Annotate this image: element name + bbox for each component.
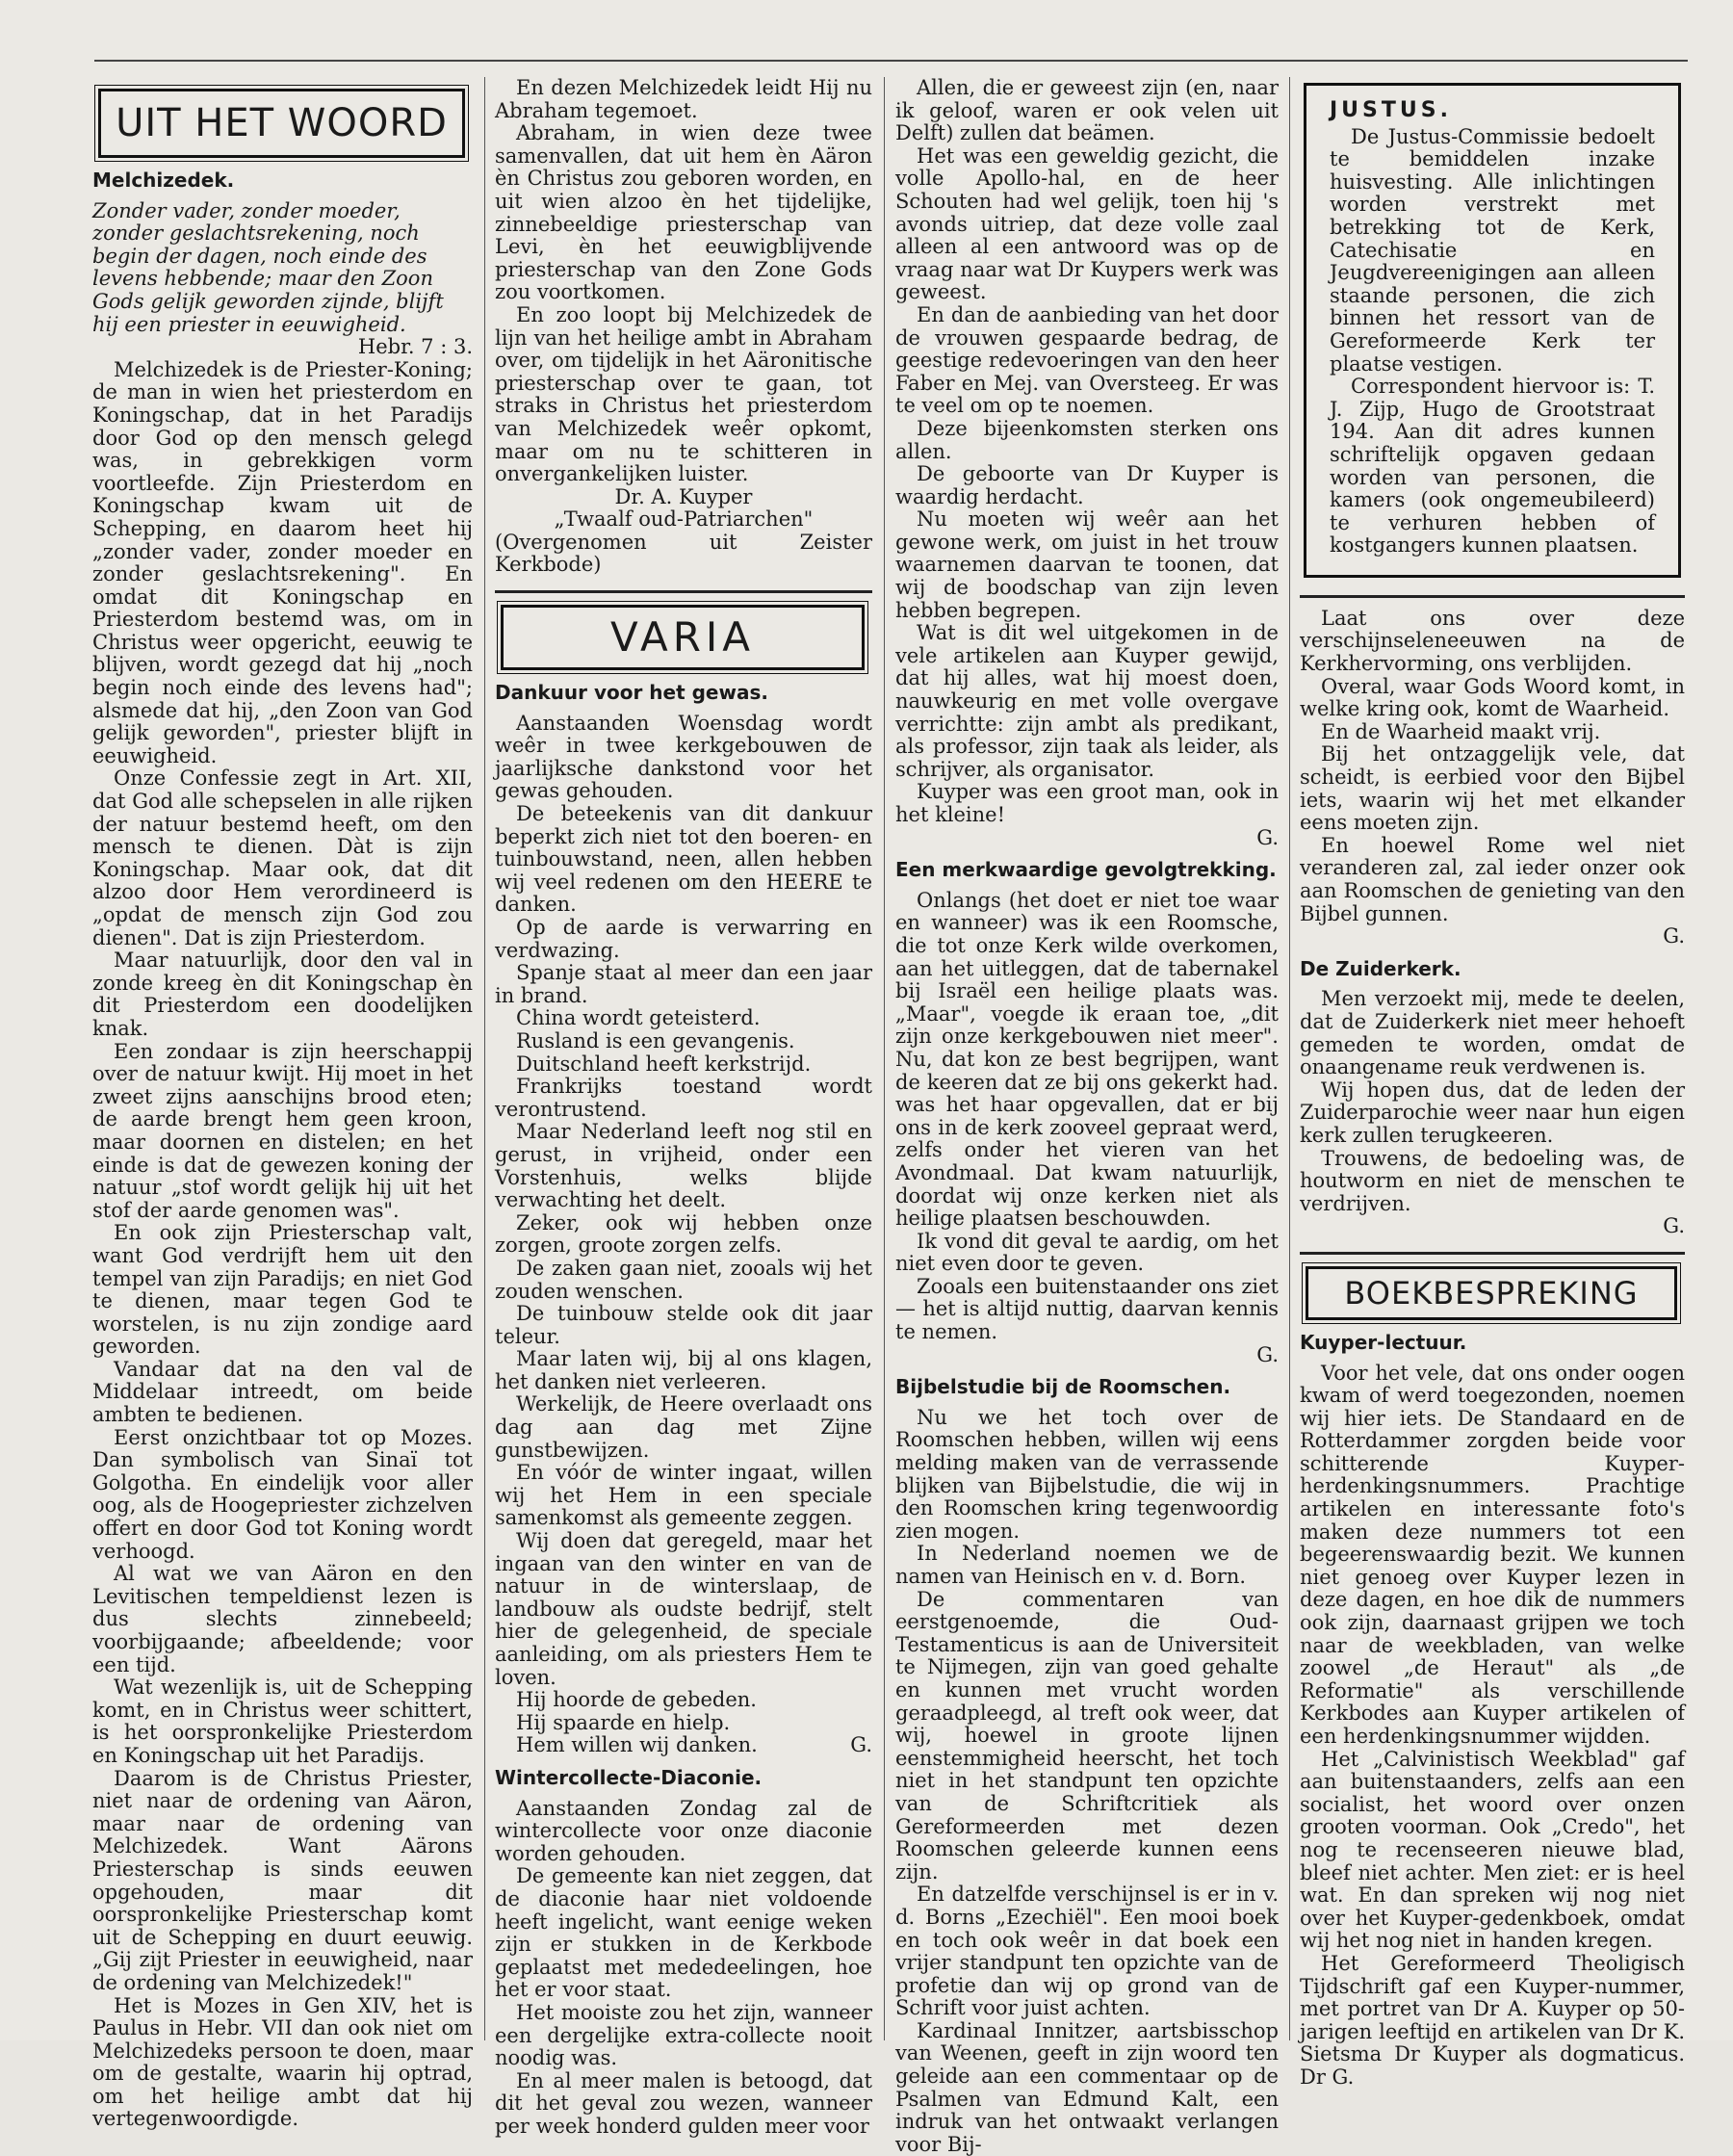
paragraph: Abraham, in wien deze twee samenvallen, dat uit hem èn Aäron èn Christus zou geboren worden, en uit wien alzoo èn het tijdelijke, zinnebeeldige priesterschap van Levi, èn het eeuwigblijvende priesterschap van den Zone Gods zou voortkomen. xyxy=(495,121,872,304)
paragraph: Duitschland heeft kerkstrijd. xyxy=(516,1052,812,1076)
column-separator xyxy=(1289,77,1290,2040)
paragraph: Zooals een buitenstaander ons ziet — het is altijd nuttig, daarvan kennis te nemen. xyxy=(895,1274,1279,1344)
column-1 xyxy=(92,77,473,2131)
article-body-continued xyxy=(495,77,872,486)
paragraph: Melchizedek is de Priester-Koning; de man in wien het priesterdom en Koningschap, dat in het Paradijs door God op den mensch gelegd was, in gebrekkigen vorm voortleefde. Zijn Priesterdom en Koningschap kwam uit de Schepping, en daarom heet hij „zonder vader, zonder moeder en zonder geslachtsrekening". En omdat dit Koningschap en Priesterdom bestemd was, om in Christus weer opgericht, eeuwig te blijven, wordt gezegd dat hij „noch begin noch einde des levens had"; alsmede dat hij, „den Zoon van God gelijk geworden", priester blijft in eeuwigheid. xyxy=(92,357,473,767)
paragraph: China wordt geteisterd. xyxy=(516,1006,761,1030)
article-title: Wintercollecte-Diaconie. xyxy=(495,1765,763,1789)
paragraph: En vóór de winter ingaat, willen wij het Hem in een speciale samenkomst als gemeente zeggen. xyxy=(495,1461,872,1530)
paragraph: Kuyper was een groot man, ook in het kleine! xyxy=(895,780,1279,826)
verse-line: Hij spaarde en hielp. xyxy=(516,1710,731,1734)
paragraph: En ook zijn Priesterschap valt, want God verdrijft hem uit den tempel van zijn Paradijs; en niet God te dienen, maar tegen God te worstelen, is nu zijn zondige aard geworden. xyxy=(92,1221,473,1359)
article-body xyxy=(1300,988,1685,1215)
article-body xyxy=(895,77,1279,827)
divider xyxy=(1300,1252,1685,1255)
paragraph: Het is Mozes in Gen XIV, het is Paulus in Hebr. VII dan ook niet om Melchizedeks persoon te doen, maar om de gestalte, waarin hij optrad, om het heilige ambt dat hij vertegenwoordigde. xyxy=(92,1993,473,2131)
paragraph: Frankrijks toestand wordt verontrustend. xyxy=(495,1075,872,1121)
verse-text: Hem willen wij danken. xyxy=(516,1733,758,1757)
paragraph: Wij doen dat geregeld, maar het ingaan van den winter en van de natuur in de winterslaap, de landbouw als oudste bedrijf, stelt hier de gelegenheid, de speciale aanleiding, om als priesters Hem te loven. xyxy=(495,1529,872,1689)
paragraph: Allen, die er geweest zijn (en, naar ik geloof, waren er ook velen uit Delft) zullen dat beämen. xyxy=(895,76,1279,145)
paragraph: Laat ons over deze verschijnseleneeuwen na de Kerkhervorming, ons verblijden. xyxy=(1300,606,1685,676)
paragraph: Deze bijeenkomsten sterken ons allen. xyxy=(895,416,1279,463)
paragraph: Onlangs (het doet er niet toe waar en wanneer) was ik een Roomsche, die tot onze Kerk wilde overkomen, aan het uitleggen, dat de tabernakel bij Israël een heilige plaats was. „Maar", voegde ik eraan toe, „dit zijn onze kerkgebouwen niet meer". Nu, dat kon ze best begrijpen, want de keeren dat ze bij ons gekerkt had. was het haar opgevallen, dat er bij ons in de kerk zooveel gepraat werd, zelfs onder het vieren van het Avondmaal. Dat kwam natuurlijk, doordat wij onze kerken niet als heilige plaatsen beschouwden. xyxy=(895,888,1279,1231)
paragraph: Het was een geweldig gezicht, die volle Apollo-hal, en de heer Schouten had wel gelijk, toen hij 's avonds uitriep, dat deze volle zaal alleen al een antwoord was op de vraag naar wat Dr Kuypers werk was geweest. xyxy=(895,143,1279,304)
paragraph: Eerst onzichtbaar tot op Mozes. Dan symbolisch van Sinaï tot Golgotha. En eindelijk voor aller oog, als de Hoogepriester zichzelven offert en door God tot Koning wordt verhoogd. xyxy=(92,1425,473,1563)
paragraph: Maar natuurlijk, door den val in zonde kreeg èn dit Koningschap èn dit Priesterdom een doodelijken knak. xyxy=(92,948,473,1040)
article-body xyxy=(495,1798,872,2139)
paragraph: Ik vond dit geval te aardig, om het niet even door te geven. xyxy=(895,1229,1279,1276)
column-2 xyxy=(495,76,872,2138)
signature: G. xyxy=(1663,1214,1685,1238)
top-rule xyxy=(94,60,1688,62)
article-title: Een merkwaardige gevolgtrekking. xyxy=(895,858,1277,882)
paragraph: Aanstaanden Woensdag wordt weêr in twee kerkgebouwen de jaarlijksche dankstond voor het gewas gehouden. xyxy=(495,711,872,803)
credit-line: (Overgenomen uit Zeister Kerkbode) xyxy=(495,530,872,577)
section-header-varia: VARIA xyxy=(501,605,865,670)
paragraph: En dan de aanbieding van het door de vrouwen gespaarde bedrag, de geestige redevoeringen van den heer Faber en Mej. van Oversteeg. Er was te veel om op te noemen. xyxy=(895,302,1279,418)
signature: G. xyxy=(1256,825,1279,849)
paragraph: Aanstaanden Zondag zal de wintercollecte voor onze diaconie worden gehouden. xyxy=(495,1796,872,1865)
notice-text: Correspondent hiervoor is: T. J. Zijp, Hugo de Grootstraat 194. Aan dit adres kunnen schriftelijk opgaven gedaan worden van personen, die kamers (ook ongemeubileerd) te verhuren hebben of kostgangers kunnen plaatsen. xyxy=(1330,375,1655,558)
article-title: De Zuiderkerk. xyxy=(1300,956,1461,980)
paragraph: De beteekenis van dit dankuur beperkt zich niet tot den boeren- en tuinbouwstand, neen, allen hebben wij veel redenen om den HEERE te danken. xyxy=(495,802,872,917)
paragraph: De commentaren van eerstgenoemde, die Oud-Testamenticus is aan de Universiteit te Nijmegen, zijn van goed gehalte en kunnen met vrucht worden geraadpleegd, al treft ook weer, dat wij, hoewel in groote lijnen eenstemmigheid heerscht, het toch niet in het standpunt ten opzichte van de Schriftcritiek als Gereformeerden met dezen Roomschen geleerde kunnen eens zijn. xyxy=(895,1587,1279,1883)
paragraph: Het Gereformeerd Theoligisch Tijdschrift gaf een Kuyper-nummer, met portret van Dr A. Kuyper op 50-jarigen leeftijd en artikelen van Dr K. Sietsma Dr Kuyper als dogmaticus. Dr G. xyxy=(1300,1951,1685,2089)
paragraph: Op de aarde is verwarring en verdwazing. xyxy=(495,916,872,962)
paragraph: En datzelfde verschijnsel is er in v. d. Borns „Ezechiël". Een mooi boek en toch ook weêr in dat boek een vrijer standpunt ten opzichte van de profetie dan wij op grond van de Schrift voor juist achten. xyxy=(895,1883,1279,2020)
author-name: Dr. A. Kuyper xyxy=(614,484,753,508)
paragraph: Overal, waar Gods Woord komt, in welke kring ook, komt de Waarheid. xyxy=(1300,674,1685,721)
paragraph: En zoo loopt bij Melchizedek de lijn van het heilige ambt in Abraham over, om tijdelijk in het Aäronitische priesterschap over te gaan, tot straks in Christus het priesterdom van Melchizedek weêr opkomt, maar om nu te schitteren in onvergankelijken luister. xyxy=(495,302,872,486)
paragraph: Bij het ontzaggelijk vele, dat scheidt, is eerbied voor den Bijbel iets, waarin wij het met elkander eens moeten zijn. xyxy=(1300,742,1685,835)
column-separator xyxy=(884,77,885,2040)
article-body xyxy=(1300,608,1685,925)
scripture-quote: Zonder vader, zonder moeder, zonder geslachtsrekening, noch begin der dagen, noch einde des levens hebbende; maar den Zoon Gods gelijk geworden zijnde, blijft hij een priester in eeuwigheid. xyxy=(92,198,444,336)
scripture-reference: Hebr. 7 : 3. xyxy=(357,335,473,359)
column-4 xyxy=(1300,77,1685,2089)
paragraph: Daarom is de Christus Priester, niet naar de ordening van Aäron, maar naar de ordening van Melchizedek. Want Aärons Priesterschap is sinds eeuwen opgehouden, maar dit oorspronkelijke Priesterschap komt uit de Schepping en duurt eeuwig. „Gij zijt Priester in eeuwigheid, naar de ordening van Melchizedek!" xyxy=(92,1766,473,1994)
signature: G. xyxy=(1256,1342,1279,1366)
paragraph: Spanje staat al meer dan een jaar in brand. xyxy=(495,961,872,1007)
paragraph: Kardinaal Innitzer, aartsbisschop van Weenen, geeft in zijn woord ten geleide aan een commentaar op de Psalmen van Edmund Kalt, een indruk van het ontwaakt verlangen voor Bij- xyxy=(895,2018,1279,2156)
paragraph: Men verzoekt mij, mede te deelen, dat de Zuiderkerk niet meer hehoeft gemeden te worden, omdat de onaangename reuk verdwenen is. xyxy=(1300,987,1685,1079)
paragraph: Vandaar dat na den val de Middelaar intreedt, om beide ambten te bedienen. xyxy=(92,1357,473,1427)
section-header-boekbespreking: BOEKBESPREKING xyxy=(1306,1266,1677,1320)
article-body xyxy=(895,890,1279,1344)
paragraph: Zeker, ook wij hebben onze zorgen, groote zorgen zelfs. xyxy=(495,1210,872,1258)
article-body xyxy=(895,1407,1279,2156)
paragraph: Een zondaar is zijn heerschappij over de natuur kwijt. Hij moet in het zweet zijns aanschijns brood eten; de aarde brengt hem geen kroon, maar doornen en distelen; en het einde is dat de gewezen koning der natuur „stof wordt gelijk hij uit het stof der aarde genomen was". xyxy=(92,1039,473,1222)
divider xyxy=(495,590,872,593)
paragraph: Voor het vele, dat ons onder oogen kwam of werd toegezonden, noemen wij hier iets. De Standaard en de Rotterdammer zorgden beide voor schitterende Kuyper-herdenkingsnummers. Prachtige artikelen en interessante foto's maken deze nummers tot een begeerenswaardig bezit. We kunnen niet genoeg over Kuyper lezen in deze dagen, en hoe dik de nummers ook zijn, daarnaast grijpen we toch naar de weekbladen, van welke zoowel „de Heraut" als „de Reformatie" als verschillende Kerkbodes aan Kuyper artikelen of een herdenkingsnummer wijdden. xyxy=(1300,1361,1685,1748)
paragraph: Wat is dit wel uitgekomen in de vele artikelen aan Kuyper gewijd, dat hij alles, wat hij moest doen, nauwkeurig en met volle overgave verrichtte: zijn ambt als predikant, als professor, zijn taak als leider, als schrijver, als organisator. xyxy=(895,621,1279,781)
verse-line: Hij hoorde de gebeden. xyxy=(516,1688,757,1712)
paragraph: En hoewel Rome wel niet veranderen zal, zal ieder onzer ook aan Roomschen de genieting van den Bijbel gunnen. xyxy=(1300,833,1685,925)
section-header-uit-het-woord: UIT HET WOORD xyxy=(98,89,465,158)
paragraph: De zaken gaan niet, zooals wij het zouden wenschen. xyxy=(495,1256,872,1303)
notice-text: De Justus-Commissie bedoelt te bemiddelen inzake huisvesting. Alle inlichtingen worden verstrekt met betrekking tot de Kerk, Catechisatie en Jeugdvereenigingen aan alleen staande personen, die zich binnen het ressort van de Gereformeerde Kerk ter plaatse vestigen. xyxy=(1330,124,1655,376)
paragraph: Maar laten wij, bij al ons klagen, het danken niet verleeren. xyxy=(495,1347,872,1393)
paragraph: Werkelijk, de Heere overlaadt ons dag aan dag met Zijne gunstbewijzen. xyxy=(495,1392,872,1462)
paragraph: Onze Confessie zegt in Art. XII, dat God alle schepselen in alle rijken der natuur bestemd heeft, om den mensch te dienen. Dàt is zijn Koningschap. Maar ook, dat dit alzoo door Hem verordineerd is „opdat de mensch zijn God zou dienen". Dat is zijn Priesterdom. xyxy=(92,766,473,949)
column-separator xyxy=(484,77,485,2040)
paragraph: Nu moeten wij weêr aan het gewone werk, om juist in het trouw waarnemen daarvan te toonen, dat wij de boodschap van zijn leven hebben begrepen. xyxy=(895,507,1279,622)
article-body xyxy=(92,359,473,2131)
article-title: Melchizedek. xyxy=(92,169,235,192)
paragraph: De geboorte van Dr Kuyper is waardig herdacht. xyxy=(895,462,1279,508)
paragraph: En de Waarheid maakt vrij. xyxy=(1321,719,1601,743)
paragraph: Maar Nederland leeft nog stil en gerust, in vrijheid, onder een Vorstenhuis, welks blijde verwachting het deelt. xyxy=(495,1120,872,1212)
paragraph: De tuinbouw stelde ook dit jaar teleur. xyxy=(495,1302,872,1348)
signature: G. xyxy=(850,1733,872,1757)
article-title: Kuyper-lectuur. xyxy=(1300,1330,1467,1354)
column-3 xyxy=(895,76,1279,2156)
paragraph: Rusland is een gevangenis. xyxy=(516,1028,795,1052)
paragraph: Het „Calvinistisch Weekblad" gaf aan buitenstaanders, zelfs aan een socialist, het woord over onzen grooten voorman. Ook „Credo", het nog te recenseeren nieuwe blad, bleef niet achter. Men ziet: er is heel wat. En dan spreken wij nog niet over het Kuyper-gedenkboek, omdat wij het nog niet in handen kregen. xyxy=(1300,1747,1685,1953)
article-body xyxy=(495,713,872,1690)
paragraph: En al meer malen is betoogd, dat dit het geval zou wezen, wanneer per week honderd gulden meer voor xyxy=(495,2068,872,2138)
paragraph: Wat wezenlijk is, uit de Schepping komt, en in Christus weer schittert, is het oorspronkelijke Priesterdom en Koningschap uit het Paradijs. xyxy=(92,1675,473,1767)
paragraph: De gemeente kan niet zeggen, dat de diaconie haar niet voldoende heeft ingelicht, want eenige weken zijn er stukken in de Kerkbode geplaatst met mededeelingen, hoe het er voor staat. xyxy=(495,1864,872,2002)
article-title: Bijbelstudie bij de Roomschen. xyxy=(895,1375,1231,1399)
signature: G. xyxy=(1663,924,1685,948)
paragraph: In Nederland noemen we de namen van Heinisch en v. d. Born. xyxy=(895,1542,1279,1588)
paragraph: Wij hopen dus, dat de leden der Zuiderparochie weer naar hun eigen kerk zullen terugkeeren. xyxy=(1300,1078,1685,1147)
verse-line xyxy=(495,1734,872,1757)
paragraph: En dezen Melchizedek leidt Hij nu Abraham tegemoet. xyxy=(495,76,872,122)
paragraph: Trouwens, de bedoeling was, de houtworm en niet de menschen te verdrijven. xyxy=(1300,1146,1685,1215)
notice-title: JUSTUS. xyxy=(1330,98,1452,122)
paragraph: Al wat we van Aäron en den Levitischen tempeldienst lezen is dus slechts zinnebeeld; voorbijgaande; afbeeldende; voor een tijd. xyxy=(92,1562,473,1676)
justus-notice-box xyxy=(1304,83,1681,578)
author-source: „Twaalf oud-Patriarchen" xyxy=(554,507,814,532)
article-body xyxy=(1300,1363,1685,2090)
divider xyxy=(1300,595,1685,598)
paragraph: Het mooiste zou het zijn, wanneer een dergelijke extra-collecte nooit noodig was. xyxy=(495,2000,872,2070)
article-title: Dankuur voor het gewas. xyxy=(495,681,768,705)
paragraph: Nu we het toch over de Roomschen hebben, willen wij eens melding maken van de verrassende blijken van Bijbelstudie, die wij in den Roomschen kring tegenwoordig zien mogen. xyxy=(895,1405,1279,1543)
